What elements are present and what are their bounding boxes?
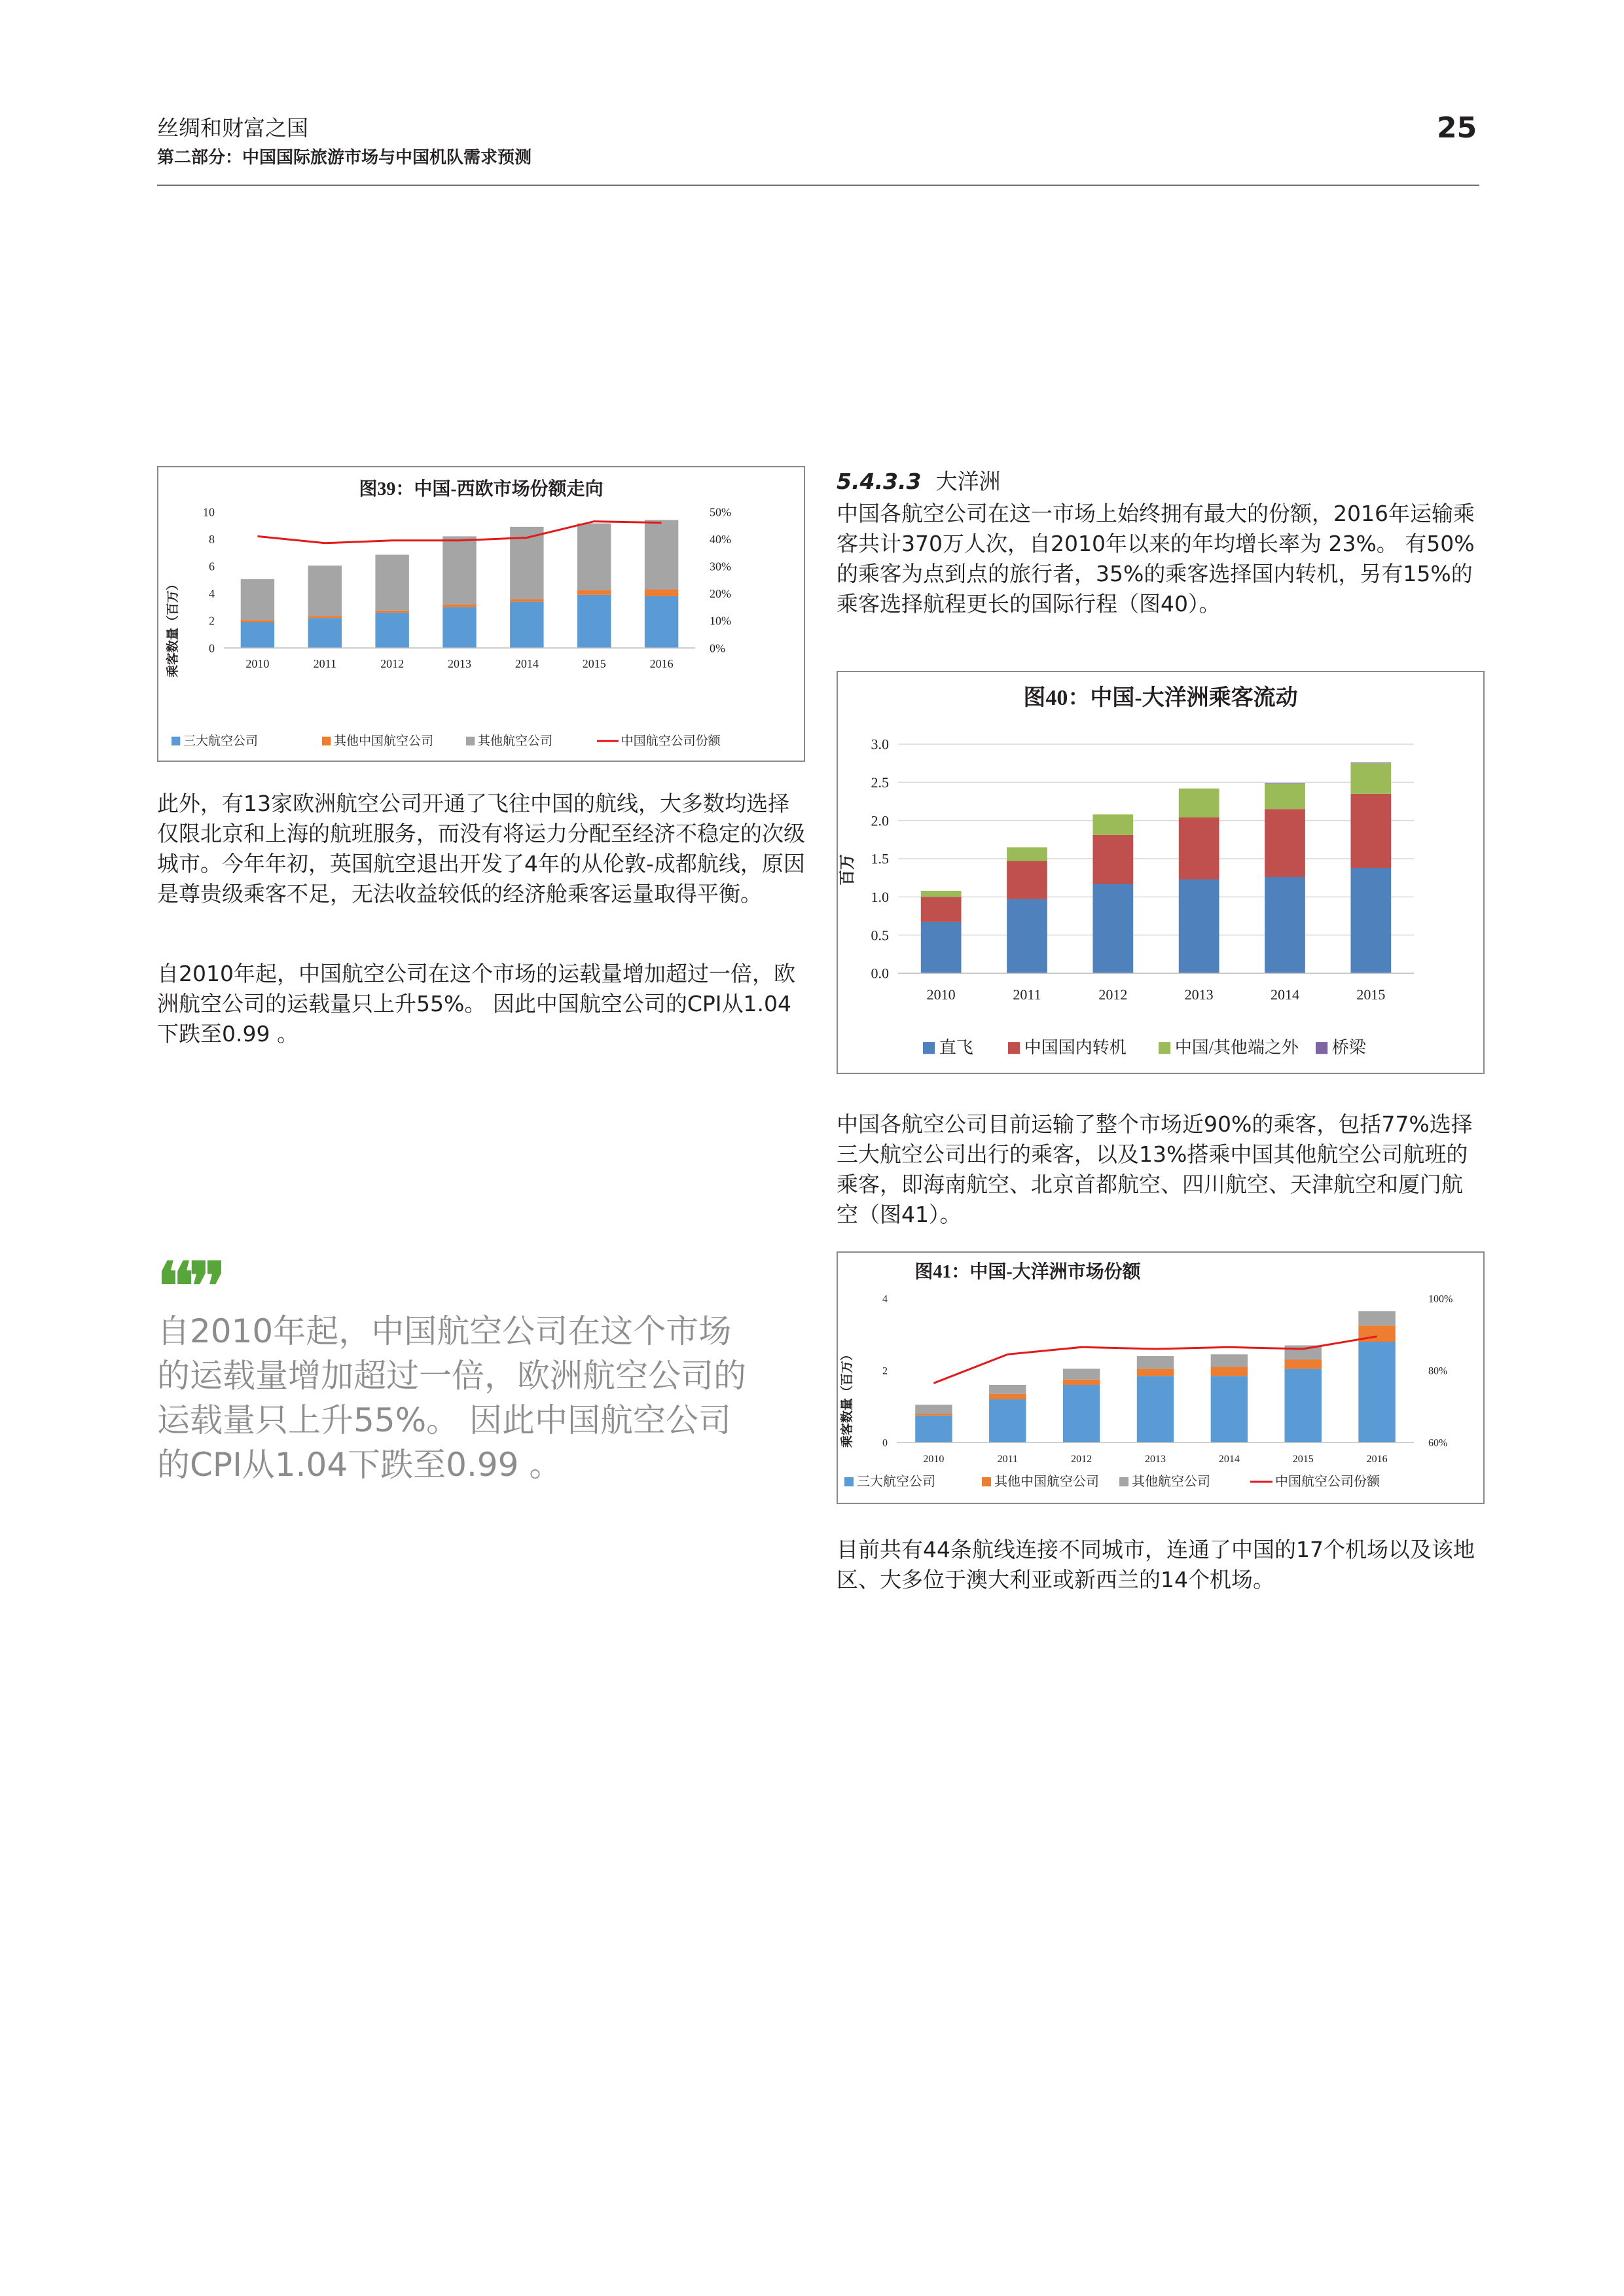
right-paragraph-3: 目前共有44条航线连接不同城市，连通了中国的17个机场以及该地区、大多位于澳大利亚或新西兰的14个机场。 xyxy=(837,1537,1475,1592)
fig41-category-label: 2010 xyxy=(923,1454,945,1465)
fig40-bar-1-2 xyxy=(1007,848,1047,861)
fig39-ytick-label: 10 xyxy=(203,505,215,519)
page-number: 25 xyxy=(1437,111,1477,145)
fig39-y2tick-label: 30% xyxy=(710,560,731,573)
fig40-ytick-label: 0.0 xyxy=(871,965,889,982)
fig39-bar-4-0 xyxy=(510,601,543,648)
fig40-category-label: 2012 xyxy=(1098,986,1128,1003)
fig40-bar-5-0 xyxy=(1350,868,1391,973)
fig39-bar-2-0 xyxy=(375,613,408,648)
fig39-category-label: 2014 xyxy=(514,657,539,670)
fig40-legend-label: 直飞 xyxy=(939,1038,973,1057)
fig40-ytick-label: 1.5 xyxy=(871,850,889,867)
fig39-legend-swatch xyxy=(322,737,331,745)
fig40-ytick-label: 3.0 xyxy=(871,736,889,753)
fig40-chart xyxy=(838,672,1483,1073)
fig40-category-label: 2015 xyxy=(1356,986,1386,1003)
fig39-category-label: 2012 xyxy=(380,657,405,670)
fig40-legend-label: 桥梁 xyxy=(1331,1038,1366,1057)
fig41-category-label: 2012 xyxy=(1071,1454,1092,1465)
right-paragraph-2: 中国各航空公司目前运输了整个市场近90%的乘客，包括77%选择三大航空公司出行的乘客，以及13%搭乘中国其他航空公司航班的乘客，即海南航空、北京首都航空、四川航空、天津航空和厦门航空（图41）。 xyxy=(837,1111,1473,1227)
fig39-bar-3-2 xyxy=(442,536,476,604)
fig40-category-label: 2013 xyxy=(1184,986,1214,1003)
fig41-category-label: 2013 xyxy=(1145,1454,1166,1465)
fig39-bar-0-1 xyxy=(241,620,274,622)
fig40-category-label: 2011 xyxy=(1013,986,1041,1003)
fig40-ylabel: 百万 xyxy=(839,854,856,886)
left-paragraph-2: 自2010年起，中国航空公司在这个市场的运载量增加超过一倍，欧洲航空公司的运载量只上升55%。 因此中国航空公司的CPI从1.04下跌至0.99 。 xyxy=(157,961,795,1047)
fig39-category-label: 2016 xyxy=(649,657,674,670)
fig39-legend-swatch xyxy=(171,737,180,745)
fig40-bar-3-2 xyxy=(1179,789,1219,817)
fig40-legend-swatch xyxy=(1159,1042,1170,1054)
fig40-ytick-label: 2.5 xyxy=(871,774,889,791)
fig40-bar-0-1 xyxy=(921,897,962,922)
fig40-bar-4-2 xyxy=(1265,784,1305,810)
fig39-y2tick-label: 0% xyxy=(710,641,725,655)
fig40-bar-4-3 xyxy=(1265,783,1305,784)
fig41-bar-6-2 xyxy=(1358,1311,1395,1325)
fig40-bar-3-0 xyxy=(1179,880,1219,974)
fig39-category-label: 2013 xyxy=(448,657,471,670)
fig41-ytick-label: 0 xyxy=(882,1437,888,1449)
fig40-bar-1-1 xyxy=(1007,861,1047,899)
fig39-legend-label: 其他中国航空公司 xyxy=(334,734,434,748)
fig40-category-label: 2010 xyxy=(926,986,956,1003)
fig39-bar-2-1 xyxy=(375,611,408,613)
fig40-bar-0-2 xyxy=(921,891,962,897)
fig39-ytick-label: 4 xyxy=(209,587,215,601)
section-heading xyxy=(837,465,1000,495)
fig39-y2tick-label: 50% xyxy=(710,505,731,519)
section-number: 5.4.3.3 xyxy=(837,469,922,494)
fig41-ytick-label: 4 xyxy=(882,1293,888,1305)
fig39-bar-5-2 xyxy=(577,524,611,590)
fig39-ytick-label: 0 xyxy=(209,641,215,655)
quote-mark-icon: ❛❛❜❜ xyxy=(157,1247,221,1325)
fig39-bar-3-0 xyxy=(442,607,476,648)
fig41-bar-4-1 xyxy=(1211,1367,1248,1376)
fig39-ylabel: 乘客数量（百万） xyxy=(166,577,180,678)
fig41-bar-4-0 xyxy=(1211,1376,1248,1443)
fig41-category-label: 2015 xyxy=(1292,1454,1314,1465)
fig39-bar-2-2 xyxy=(375,555,408,611)
fig39-legend-swatch xyxy=(466,737,475,745)
fig41-legend-label: 其他中国航空公司 xyxy=(994,1475,1099,1489)
fig39-category-label: 2015 xyxy=(582,657,606,670)
fig40-bar-3-1 xyxy=(1179,817,1219,880)
fig40-bar-1-0 xyxy=(1007,899,1047,973)
fig41-bar-3-2 xyxy=(1137,1356,1174,1369)
fig39-title: 图39：中国-西欧市场份额走向 xyxy=(359,479,604,499)
fig41-bar-1-0 xyxy=(989,1399,1026,1443)
header-rule xyxy=(157,185,1479,186)
fig39-legend-label: 三大航空公司 xyxy=(183,734,259,748)
fig41-legend-swatch xyxy=(844,1477,854,1486)
fig39-bar-0-0 xyxy=(241,622,274,648)
fig41-bar-0-2 xyxy=(915,1405,952,1414)
fig39-bar-6-1 xyxy=(645,590,678,596)
fig41-bar-5-0 xyxy=(1285,1369,1322,1443)
fig41-legend-label: 其他航空公司 xyxy=(1132,1475,1210,1489)
fig40-bar-5-2 xyxy=(1350,763,1391,794)
fig41-legend-label: 中国航空公司份额 xyxy=(1275,1475,1380,1489)
fig41-ylabel: 乘客数量（百万） xyxy=(840,1348,854,1448)
fig39-y2tick-label: 40% xyxy=(710,532,731,546)
fig39-legend-label: 中国航空公司份额 xyxy=(621,734,721,748)
fig41-legend-label: 三大航空公司 xyxy=(857,1475,935,1489)
running-subtitle: 第二部分：中国国际旅游市场与中国机队需求预测 xyxy=(157,148,532,168)
fig41-y2tick-label: 80% xyxy=(1428,1365,1448,1377)
fig39-category-label: 2011 xyxy=(313,657,336,670)
fig41-category-label: 2014 xyxy=(1218,1454,1240,1465)
fig40-legend-label: 中国/其他端之外 xyxy=(1174,1038,1299,1057)
fig41-bar-5-1 xyxy=(1285,1360,1322,1369)
fig39-y2tick-label: 10% xyxy=(710,614,731,628)
fig41-bar-0-1 xyxy=(915,1414,952,1416)
fig40-title: 图40：中国-大洋洲乘客流动 xyxy=(1023,686,1298,710)
fig41-bar-2-2 xyxy=(1063,1369,1100,1380)
fig40-bar-2-0 xyxy=(1092,884,1133,974)
fig40-bar-4-1 xyxy=(1265,809,1305,877)
fig39-chart xyxy=(158,467,804,761)
fig39-legend-label: 其他航空公司 xyxy=(478,734,553,748)
fig40-bar-2-1 xyxy=(1092,835,1133,884)
fig41-bar-4-2 xyxy=(1211,1354,1248,1367)
fig40-ytick-label: 0.5 xyxy=(871,927,889,944)
fig41-bar-0-0 xyxy=(915,1416,952,1443)
fig41-y2tick-label: 60% xyxy=(1428,1437,1448,1449)
fig40-legend-swatch xyxy=(1316,1042,1327,1054)
fig41-category-label: 2011 xyxy=(997,1454,1018,1465)
fig41-legend-swatch xyxy=(982,1477,991,1486)
fig39-ytick-label: 8 xyxy=(209,532,215,546)
fig39-frame xyxy=(157,466,805,762)
fig39-bar-1-1 xyxy=(308,616,342,618)
pull-quote: 自2010年起，中国航空公司在这个市场的运载量增加超过一倍，欧洲航空公司的运载量只上升55%。 因此中国航空公司的CPI从1.04下跌至0.99 。 xyxy=(157,1312,746,1484)
fig40-ytick-label: 2.0 xyxy=(871,812,889,829)
right-paragraph-1: 中国各航空公司在这一市场上始终拥有最大的份额，2016年运输乘客共计370万人次，自2010年以来的年均增长率为 23%。 有50%的乘客为点到点的旅行者，35%的乘客选择国内转机，另有15%的乘客选择航程更长的国际行程（图40）。 xyxy=(837,501,1475,617)
fig41-frame xyxy=(837,1251,1485,1504)
fig41-bar-6-0 xyxy=(1358,1342,1395,1443)
fig40-bar-0-0 xyxy=(921,922,962,973)
fig40-bar-5-3 xyxy=(1350,762,1391,763)
section-title: 大洋洲 xyxy=(935,469,1001,494)
fig39-bar-5-1 xyxy=(577,590,611,595)
fig39-bar-6-2 xyxy=(645,520,678,589)
fig39-bar-1-0 xyxy=(308,618,342,648)
fig41-category-label: 2016 xyxy=(1366,1454,1388,1465)
fig41-chart xyxy=(838,1253,1483,1503)
fig41-bar-3-0 xyxy=(1137,1376,1174,1443)
fig40-legend-swatch xyxy=(1008,1042,1020,1054)
fig41-bar-3-1 xyxy=(1137,1369,1174,1376)
fig40-bar-5-1 xyxy=(1350,794,1391,868)
fig39-bar-3-1 xyxy=(442,604,476,607)
fig40-legend-swatch xyxy=(923,1042,935,1054)
fig41-bar-2-0 xyxy=(1063,1385,1100,1443)
fig40-category-label: 2014 xyxy=(1271,986,1299,1003)
fig41-bar-1-1 xyxy=(989,1394,1026,1399)
fig41-bar-2-1 xyxy=(1063,1380,1100,1385)
fig41-ytick-label: 2 xyxy=(882,1365,888,1377)
left-paragraph-1: 此外，有13家欧洲航空公司开通了飞往中国的航线，大多数均选择仅限北京和上海的航班服务，而没有将运力分配至经济不稳定的次级城市。今年年初，英国航空退出开发了4年的从伦敦-成都航线，原因是尊贵级乘客不足，无法收益较低的经济舱乘客运量取得平衡。 xyxy=(157,791,805,906)
fig40-legend-label: 中国国内转机 xyxy=(1024,1038,1127,1057)
fig39-bar-6-0 xyxy=(645,596,678,648)
running-title: 丝绸和财富之国 xyxy=(157,115,308,141)
fig40-ytick-label: 1.0 xyxy=(871,889,889,906)
fig39-category-label: 2010 xyxy=(245,657,270,670)
fig39-bar-5-0 xyxy=(577,595,611,648)
fig39-bar-4-1 xyxy=(510,599,543,601)
fig39-y2tick-label: 20% xyxy=(710,587,731,601)
fig39-bar-0-2 xyxy=(241,579,274,620)
fig41-legend-swatch xyxy=(1119,1477,1128,1486)
fig40-frame xyxy=(837,671,1485,1074)
fig40-bar-4-0 xyxy=(1265,877,1305,973)
fig39-ytick-label: 6 xyxy=(209,560,215,573)
fig39-bar-1-2 xyxy=(308,565,342,616)
fig41-y2tick-label: 100% xyxy=(1428,1293,1453,1305)
fig39-ytick-label: 2 xyxy=(209,614,215,628)
fig41-bar-1-2 xyxy=(989,1385,1026,1394)
fig40-bar-2-2 xyxy=(1092,814,1133,835)
fig41-title: 图41：中国-大洋洲市场份额 xyxy=(914,1262,1141,1282)
